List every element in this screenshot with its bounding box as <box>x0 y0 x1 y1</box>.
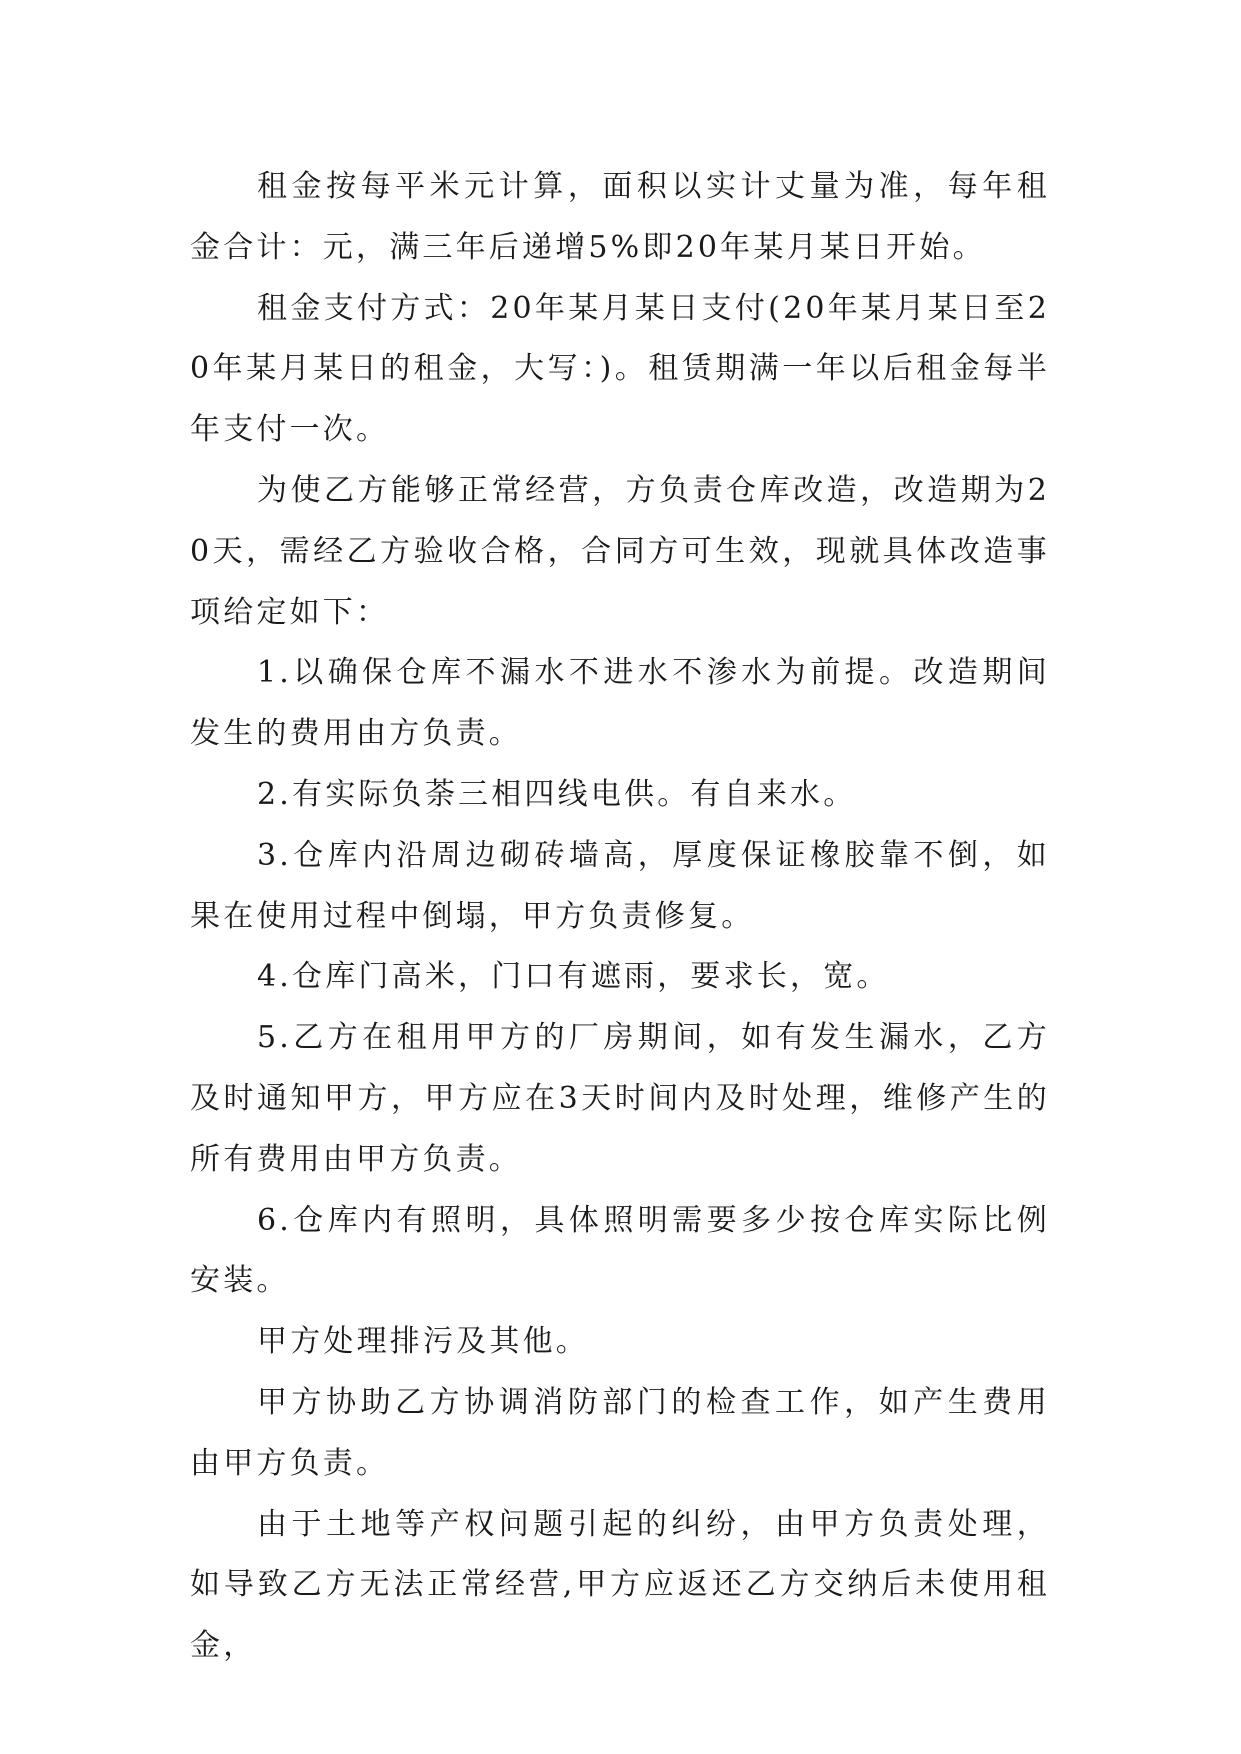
paragraph-sewage: 甲方处理排污及其他。 <box>257 1324 589 1360</box>
paragraph-item-5: 5.乙方在租用甲方的厂房期间，如有发生漏水，乙方及时通知甲方，甲方应在3天时间内及时处理，维修产生的所有费用由甲方负责。 <box>190 1020 1050 1177</box>
paragraph-item-6: 6.仓库内有照明，具体照明需要多少按仓库实际比例安装。 <box>190 1202 1050 1299</box>
paragraph-rent-rate: 租金按每平米元计算，面积以实计丈量为准，每年租金合计：元，满三年后递增5%即20年某月某日开始。 <box>190 169 1050 265</box>
paragraph-item-3: 3.仓库内沿周边砌砖墙高，厚度保证橡胶靠不倒，如果在使用过程中倒塌，甲方负责修复。 <box>190 837 1050 934</box>
paragraph-item-4: 4.仓库门高米，门口有遮雨，要求长，宽。 <box>257 959 890 995</box>
paragraph-item-1: 1.以确保仓库不漏水不进水不渗水为前提。改造期间发生的费用由方负责。 <box>190 655 1050 752</box>
paragraph-renovation: 为使乙方能够正常经营，方负责仓库改造，改造期为20天，需经乙方验收合格，合同方可生效，现就具体改造事项给定如下： <box>190 472 1050 630</box>
document-body <box>190 157 1050 1677</box>
paragraph-fire-inspection: 甲方协助乙方协调消防部门的检查工作，如产生费用由甲方负责。 <box>190 1384 1050 1481</box>
paragraph-item-2: 2.有实际负荼三相四线电供。有自来水。 <box>257 776 857 812</box>
paragraph-payment-method: 租金支付方式：20年某月某日支付(20年某月某日至20年某月某日的租金，大写：)。租赁期满一年以后租金每半年支付一次。 <box>190 290 1050 448</box>
paragraph-land-dispute: 由于土地等产权问题引起的纠纷，由甲方负责处理，如导致乙方无法正常经营,甲方应返还乙方交纳后未使用租金， <box>190 1506 1050 1664</box>
